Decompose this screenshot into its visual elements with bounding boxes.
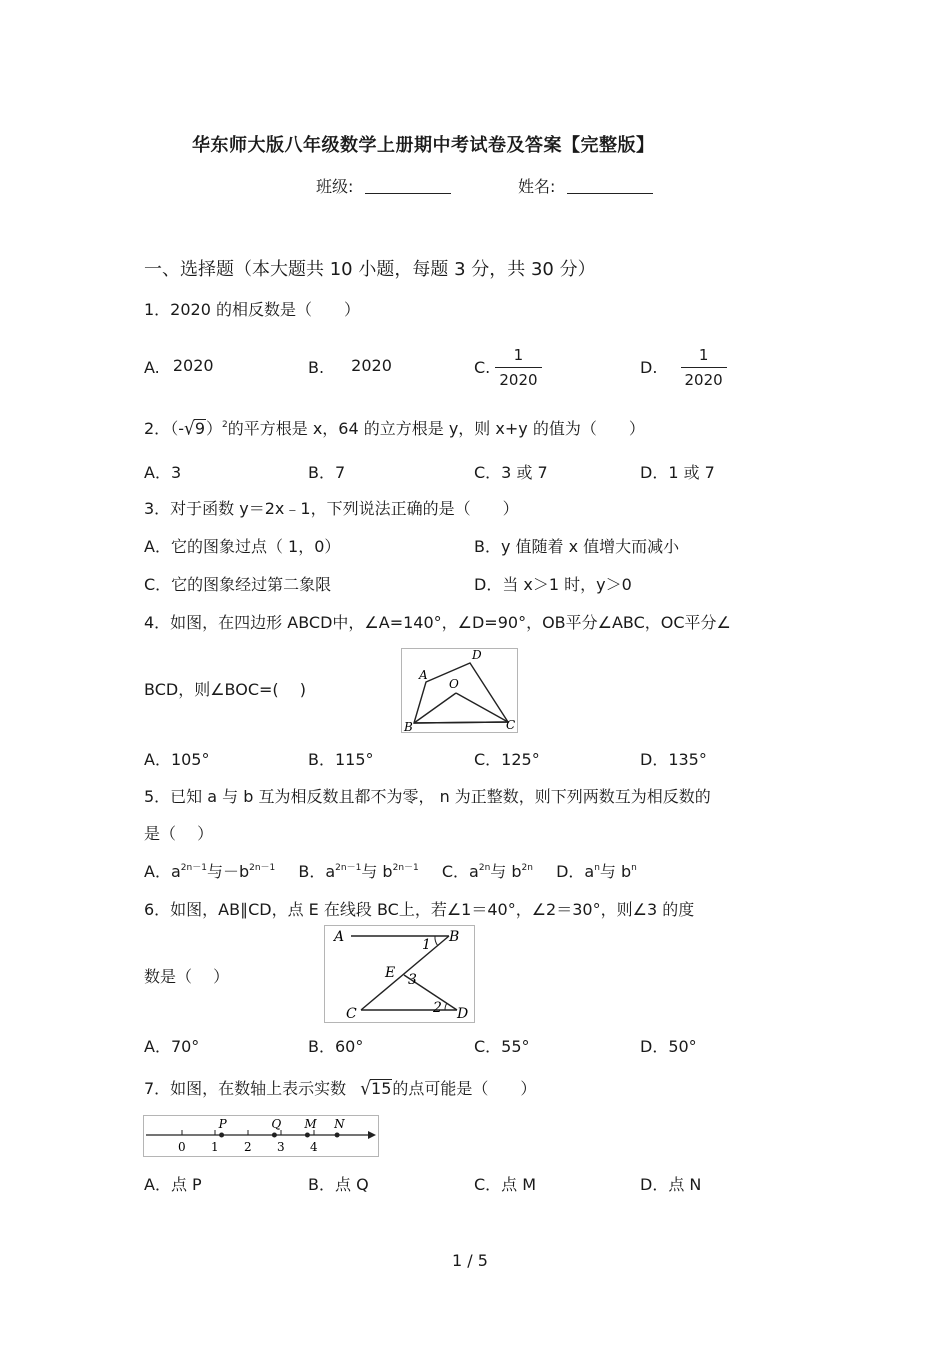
- bisector-oc: [456, 693, 508, 722]
- q6-option-d: D．50°: [640, 1037, 697, 1056]
- q4-stem-line1: 4．如图，在四边形 ABCD中，∠A=140°，∠D=90°，OB平分∠ABC，OC平分∠: [144, 613, 731, 632]
- q6-option-c: C．55°: [474, 1037, 530, 1056]
- tick-label: 3: [277, 1140, 285, 1154]
- page-number: 1 / 5: [452, 1251, 488, 1270]
- q2-option-d: D．1 或 7: [640, 463, 715, 482]
- point-m: [305, 1133, 310, 1138]
- angle-2-arc: [445, 1003, 447, 1010]
- page-title: 华东师大版八年级数学上册期中考试卷及答案【完整版】: [192, 135, 655, 156]
- q6-stem-line1: 6．如图，AB∥CD，点 E 在线段 BC上，若∠1＝40°，∠2＝30°，则∠3 的度: [144, 900, 695, 919]
- q2-option-c: C．3 或 7: [474, 463, 548, 482]
- q3-option-c: C．它的图象经过第二象限: [144, 575, 332, 594]
- label-angle-1: 1: [422, 937, 431, 953]
- q1-option-b: B. 2020: [308, 356, 392, 377]
- q4-option-c: C．125°: [474, 750, 540, 769]
- q2-stem: 2．$(-√9)^2$的平方根是 x，64 的立方根是 y，则 x+y 的值为（ ）: [144, 418, 645, 440]
- q6-option-a: A．70°: [144, 1037, 200, 1056]
- class-field: [316, 177, 451, 197]
- name-blank[interactable]: [567, 179, 653, 194]
- point-label-p: P: [218, 1117, 227, 1131]
- tick-label: 4: [310, 1140, 318, 1154]
- tick-label: 0: [178, 1140, 186, 1154]
- angle-1-arc: [435, 936, 438, 946]
- label-e: E: [385, 965, 396, 981]
- quadrilateral-figure: [401, 648, 518, 733]
- name-label: 姓名:: [518, 177, 556, 196]
- axis-arrow-icon: [368, 1131, 376, 1139]
- q3-option-a: A．它的图象过点（ 1，0）: [144, 537, 341, 556]
- name-field: [518, 177, 653, 197]
- q4-stem-line2: BCD，则∠BOC=( ): [144, 680, 306, 699]
- q6-stem-line2: 数是（ ）: [144, 967, 230, 986]
- line-bc: [361, 936, 449, 1010]
- bisector-ob: [414, 693, 456, 723]
- q1-option-c: C. $\frac{1}{2020}$: [474, 345, 542, 390]
- q4-option-a: A．105°: [144, 750, 210, 769]
- point-n: [335, 1133, 340, 1138]
- q5-option-b: B．$a^{2n-1}$与 $b^{2n-1}$: [298, 862, 419, 881]
- number-line-diagram: [144, 1116, 378, 1156]
- tick-label: 2: [244, 1140, 252, 1154]
- q1-option-a: A. 2020: [144, 356, 214, 377]
- q5-option-a: A．$a^{2n-1}$与$-b^{2n-1}$: [144, 862, 276, 881]
- parallel-lines-diagram: [325, 926, 474, 1022]
- q4-option-d: D．135°: [640, 750, 707, 769]
- label-angle-2: 2: [433, 1000, 442, 1016]
- q5-option-c: C．$a^{2n}$与 $b^{2n}$: [441, 862, 533, 881]
- q2-option-b: B．7: [308, 463, 346, 482]
- label-d: D: [472, 649, 482, 662]
- sqrt-icon: √: [360, 1078, 372, 1100]
- q6-option-b: B．60°: [308, 1037, 364, 1056]
- side-bc: [414, 722, 508, 723]
- label-a: A: [419, 668, 428, 682]
- parallel-lines-figure: [324, 925, 475, 1023]
- label-b: B: [404, 720, 413, 732]
- label-a: A: [334, 929, 345, 945]
- point-label-m: M: [304, 1117, 317, 1131]
- q3-option-b: B．y 值随着 x 值增大而减小: [474, 537, 680, 556]
- q4-option-b: B．115°: [308, 750, 374, 769]
- q7-option-c: C．点 M: [474, 1175, 537, 1194]
- sqrt-icon: √: [183, 418, 195, 440]
- tick-label: 1: [211, 1140, 219, 1154]
- label-c: C: [346, 1006, 357, 1022]
- q5-options: [144, 862, 637, 882]
- point-q: [272, 1133, 277, 1138]
- q3-stem: 3．对于函数 y＝2x﹣1，下列说法正确的是（ ）: [144, 499, 519, 518]
- q2-option-a: A．3: [144, 463, 182, 482]
- point-label-n: N: [334, 1117, 345, 1131]
- label-angle-3: 3: [408, 972, 417, 988]
- label-b: B: [449, 929, 460, 945]
- class-blank[interactable]: [365, 179, 451, 194]
- label-o: O: [449, 677, 459, 691]
- q1-option-d: D. $\frac{1}{2020}$: [640, 345, 727, 390]
- q5-option-d: D．$a^n$与 $b^n$: [556, 862, 637, 881]
- quadrilateral-diagram: [402, 649, 517, 732]
- label-d: D: [457, 1006, 469, 1022]
- q7-option-a: A．点 P: [144, 1175, 202, 1194]
- fraction: $\frac{1}{2020}$: [495, 345, 541, 390]
- q5-stem-line1: 5．已知 a 与 b 互为相反数且都不为零， n 为正整数，则下列两数互为相反数的: [144, 787, 711, 806]
- point-label-q: Q: [271, 1117, 282, 1131]
- section-title: 一、选择题（本大题共 10 小题，每题 3 分，共 30 分）: [144, 259, 596, 280]
- q1-stem: 1．2020 的相反数是（ ）: [144, 300, 360, 319]
- q3-option-d: D．当 x＞1 时，y＞0: [474, 575, 632, 594]
- point-p: [219, 1133, 224, 1138]
- label-c: C: [506, 718, 516, 732]
- q7-option-d: D．点 N: [640, 1175, 702, 1194]
- fraction: $\frac{1}{2020}$: [681, 345, 727, 390]
- q7-stem: 7．如图，在数轴上表示实数 √15的点可能是（ ）: [144, 1078, 537, 1100]
- class-label: 班级:: [316, 177, 354, 196]
- number-line-figure: [143, 1115, 379, 1157]
- q5-stem-line2: 是（ ）: [144, 824, 214, 843]
- q7-option-b: B．点 Q: [308, 1175, 369, 1194]
